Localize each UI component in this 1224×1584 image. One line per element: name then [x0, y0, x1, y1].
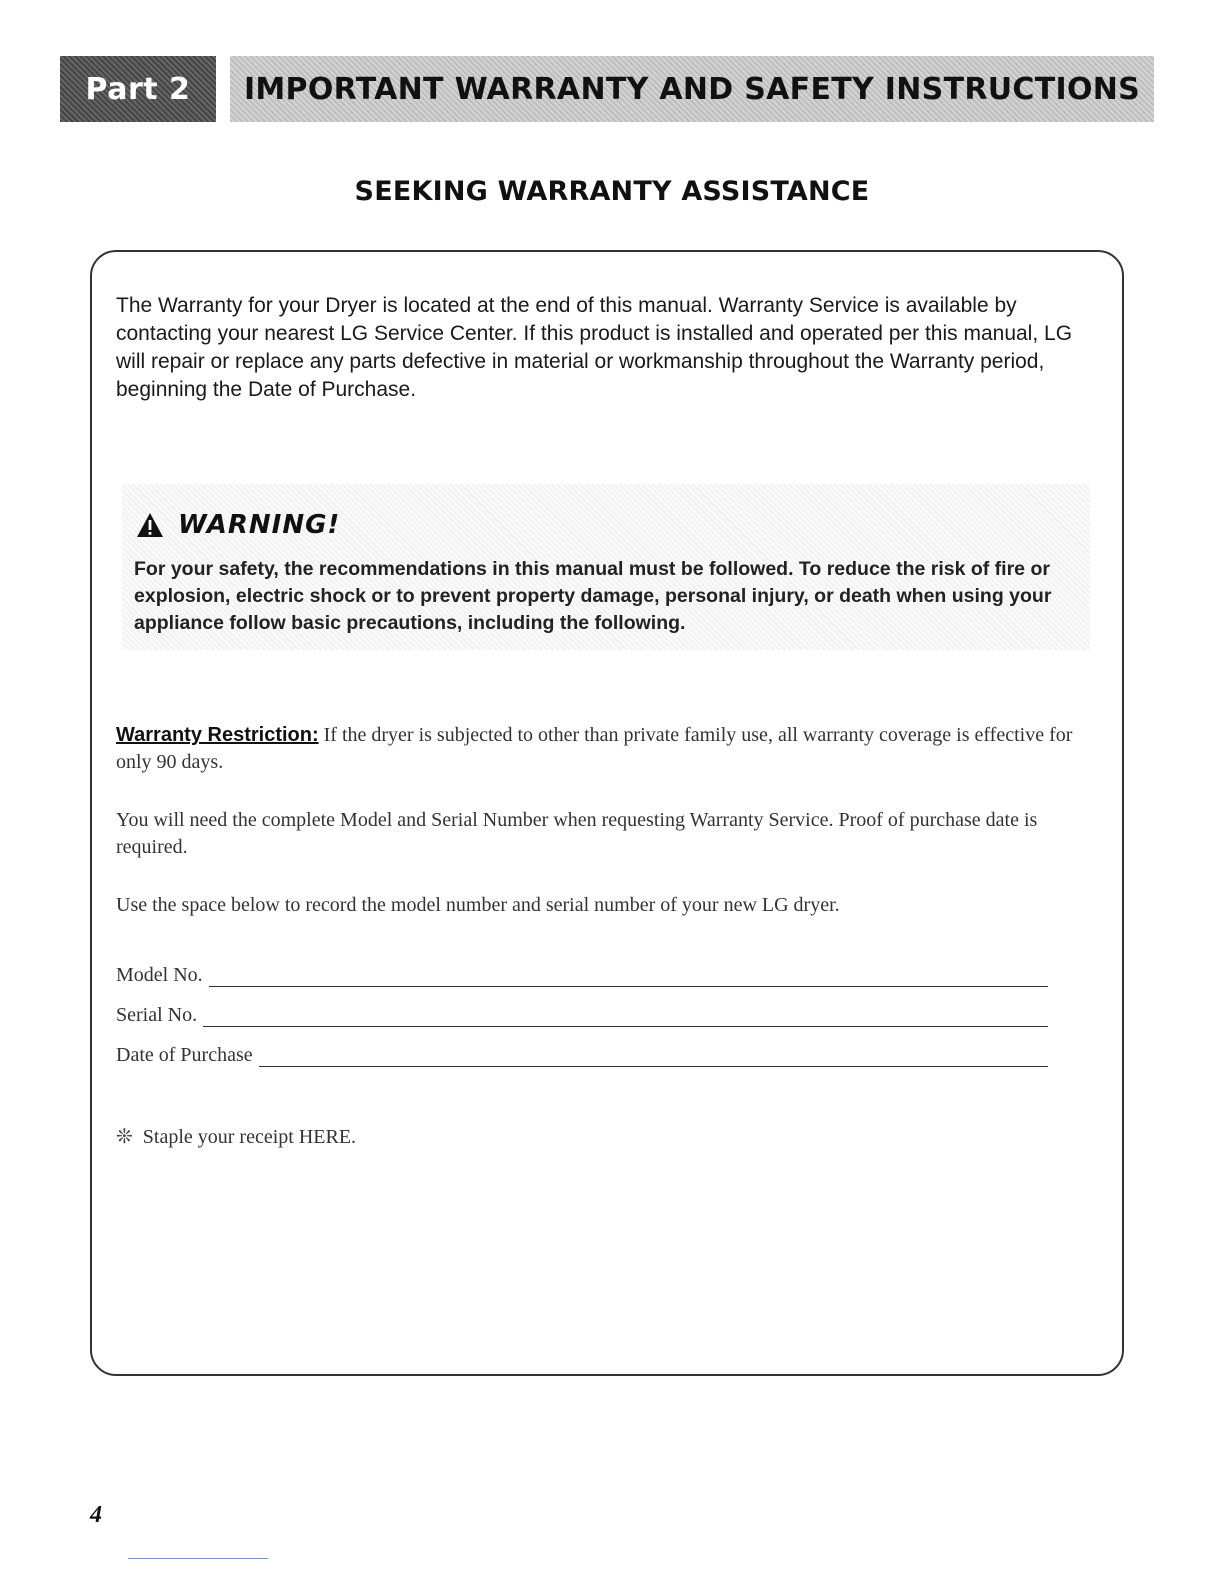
serial-number-label: Serial No.: [116, 1004, 198, 1026]
serial-number-field[interactable]: [116, 1004, 1048, 1027]
model-number-field[interactable]: [116, 964, 1048, 987]
warning-triangle-icon: [136, 512, 164, 538]
staple-text: Staple your receipt HERE.: [142, 1126, 357, 1148]
purchase-date-label: Date of Purchase: [116, 1044, 253, 1066]
warning-heading: [136, 510, 340, 540]
model-number-line[interactable]: [209, 964, 1048, 987]
warning-panel: [122, 484, 1090, 650]
content-box: [90, 250, 1124, 1376]
warranty-restriction: [116, 722, 1076, 776]
purchase-date-field[interactable]: [116, 1044, 1048, 1067]
record-instructions: Use the space below to record the model number and serial number of your new LG dryer.: [116, 894, 840, 916]
part-label: Part 2: [60, 56, 216, 122]
staple-note: [116, 1124, 1076, 1151]
section-title: SEEKING WARRANTY ASSISTANCE: [354, 176, 870, 207]
footer-rule: [128, 1558, 268, 1559]
serial-number-line[interactable]: [203, 1004, 1048, 1027]
page-header: [60, 56, 1160, 122]
model-serial-info: You will need the complete Model and Serial Number when requesting Warranty Service. Proof of purchase date is required.: [116, 809, 1038, 858]
purchase-date-line[interactable]: [259, 1044, 1048, 1067]
page-number: 4: [90, 1502, 102, 1528]
restriction-text: If the dryer is subjected to other than private family use, all warranty coverage is effective for only 90 days.: [116, 724, 1073, 773]
restriction-label: Warranty Restriction:: [116, 724, 319, 746]
warning-title: WARNING!: [178, 510, 341, 540]
model-number-label: Model No.: [116, 964, 203, 986]
asterisk-icon: ❊: [116, 1126, 133, 1148]
warning-text: For your safety, the recommendations in this manual must be followed. To reduce the risk of fire or explosion, electric shock or to prevent property damage, personal injury, or death when using your appliance follow basic precautions, including the following.: [134, 558, 1052, 634]
intro-paragraph: The Warranty for your Dryer is located at the end of this manual. Warranty Service is available by contacting your nearest LG Service Center. If this product is installed and operated per this manual, LG will repair or replace any parts defective in material or workmanship throughout the Warranty period, beginning the Date of Purchase.: [116, 294, 1073, 401]
header-title: IMPORTANT WARRANTY AND SAFETY INSTRUCTIONS: [230, 56, 1154, 122]
